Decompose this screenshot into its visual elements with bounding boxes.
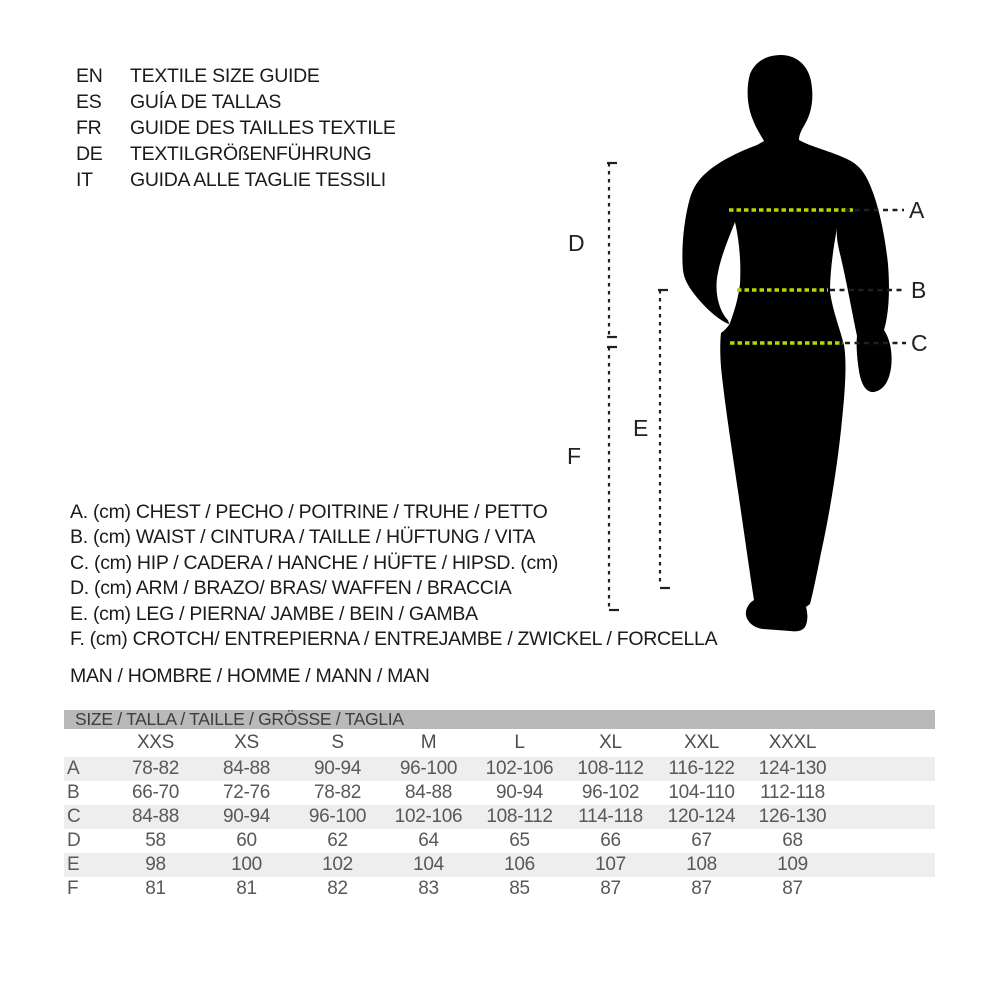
cell: 102-106 xyxy=(394,806,463,827)
cell: 87 xyxy=(600,878,621,899)
cell: 66-70 xyxy=(131,782,180,803)
cell: 72-76 xyxy=(222,782,271,803)
label-crotch-f: F xyxy=(567,443,582,469)
cell: 107 xyxy=(595,854,626,875)
title-text: GUIDE DES TAILLES TEXTILE xyxy=(130,116,396,139)
lang-code: DE xyxy=(76,142,103,165)
cell: 85 xyxy=(509,878,530,899)
cell: 116-122 xyxy=(668,758,735,779)
cell: 67 xyxy=(691,830,712,851)
table-body xyxy=(64,757,935,901)
cell: 82 xyxy=(327,878,348,899)
row-label: C xyxy=(67,806,81,827)
cell: 96-100 xyxy=(399,758,458,779)
cell: 68 xyxy=(782,830,803,851)
title-text: GUÍA DE TALLAS xyxy=(130,90,282,113)
table-row-chest xyxy=(64,757,935,781)
size-col-header: XS xyxy=(234,732,259,753)
legend-leg: E. (cm) LEG / PIERNA/ JAMBE / BEIN / GAMBA xyxy=(70,602,478,625)
lang-code: FR xyxy=(76,116,102,139)
cell: 84-88 xyxy=(131,806,180,827)
cell: 87 xyxy=(782,878,803,899)
cell: 108-112 xyxy=(577,758,644,779)
cell: 96-100 xyxy=(308,806,367,827)
row-label: F xyxy=(67,878,79,899)
cell: 100 xyxy=(231,854,262,875)
label-arm-d: D xyxy=(568,230,585,256)
size-col-header: S xyxy=(331,732,344,753)
cell: 108 xyxy=(686,854,717,875)
cell: 106 xyxy=(504,854,535,875)
cell: 84-88 xyxy=(222,758,271,779)
row-label: A xyxy=(67,758,80,779)
cell: 65 xyxy=(509,830,530,851)
cell: 90-94 xyxy=(495,782,544,803)
cell: 124-130 xyxy=(758,758,827,779)
legend-waist: B. (cm) WAIST / CINTURA / TAILLE / HÜFTUNG / VITA xyxy=(70,526,536,549)
title-text: TEXTILE SIZE GUIDE xyxy=(130,64,320,87)
cell: 102-106 xyxy=(485,758,554,779)
label-chest-a: A xyxy=(909,197,925,223)
cell: 81 xyxy=(236,878,257,899)
cell: 104 xyxy=(413,854,444,875)
size-header-row xyxy=(64,729,935,757)
cell: 58 xyxy=(145,830,166,851)
title-text: GUIDA ALLE TAGLIE TESSILI xyxy=(130,168,386,191)
cell: 84-88 xyxy=(404,782,453,803)
cell: 78-82 xyxy=(131,758,180,779)
lang-code: EN xyxy=(76,64,103,87)
lang-code: IT xyxy=(76,168,93,191)
size-col-header: XXXL xyxy=(768,732,817,753)
label-leg-e: E xyxy=(633,415,649,441)
size-table xyxy=(64,710,935,901)
size-col-header: XXS xyxy=(136,732,175,753)
cell: 114-118 xyxy=(578,806,643,827)
table-row-arm xyxy=(64,829,935,853)
table-row-leg xyxy=(64,853,935,877)
cell: 64 xyxy=(418,830,439,851)
legend-crotch: F. (cm) CROTCH/ ENTREPIERNA / ENTREJAMBE / ZWICKEL / FORCELLA xyxy=(70,627,718,650)
cell: 66 xyxy=(600,830,621,851)
cell: 102 xyxy=(322,854,353,875)
cell: 126-130 xyxy=(758,806,827,827)
cell: 83 xyxy=(418,878,439,899)
lang-code: ES xyxy=(76,90,102,113)
cell: 60 xyxy=(236,830,257,851)
cell: 112-118 xyxy=(760,782,825,803)
size-col-header: L xyxy=(514,732,525,753)
cell: 98 xyxy=(145,854,166,875)
label-hip-c: C xyxy=(911,330,928,356)
cell: 108-112 xyxy=(486,806,553,827)
cell: 81 xyxy=(145,878,166,899)
legend-hip: C. (cm) HIP / CADERA / HANCHE / HÜFTE / HIPSD. (cm) xyxy=(70,551,559,574)
gender-line: MAN / HOMBRE / HOMME / MANN / MAN xyxy=(70,665,430,687)
size-col-header: M xyxy=(420,732,437,753)
table-row-hip xyxy=(64,805,935,829)
legend-chest: A. (cm) CHEST / PECHO / POITRINE / TRUHE / PETTO xyxy=(70,501,548,523)
table-row-crotch xyxy=(64,877,935,901)
cell: 109 xyxy=(777,854,808,875)
cell: 90-94 xyxy=(313,758,362,779)
label-waist-b: B xyxy=(911,277,927,303)
cell: 78-82 xyxy=(313,782,362,803)
cell: 87 xyxy=(691,878,712,899)
measure-legend xyxy=(70,500,717,652)
cell: 120-124 xyxy=(667,806,736,827)
title-text: TEXTILGRÖßENFÜHRUNG xyxy=(130,142,372,165)
cell: 62 xyxy=(327,830,348,851)
size-col-header: XL xyxy=(599,732,622,753)
row-label: D xyxy=(67,830,81,851)
cell: 104-110 xyxy=(668,782,735,803)
table-title-bar: SIZE / TALLA / TAILLE / GRÖSSE / TAGLIA xyxy=(64,710,935,729)
size-col-header: XXL xyxy=(683,732,719,753)
cell: 96-102 xyxy=(581,782,640,803)
cell: 90-94 xyxy=(222,806,271,827)
table-row-waist xyxy=(64,781,935,805)
legend-arm: D. (cm) ARM / BRAZO/ BRAS/ WAFFEN / BRACCIA xyxy=(70,577,512,600)
row-label: B xyxy=(67,782,80,803)
row-label: E xyxy=(67,854,80,875)
